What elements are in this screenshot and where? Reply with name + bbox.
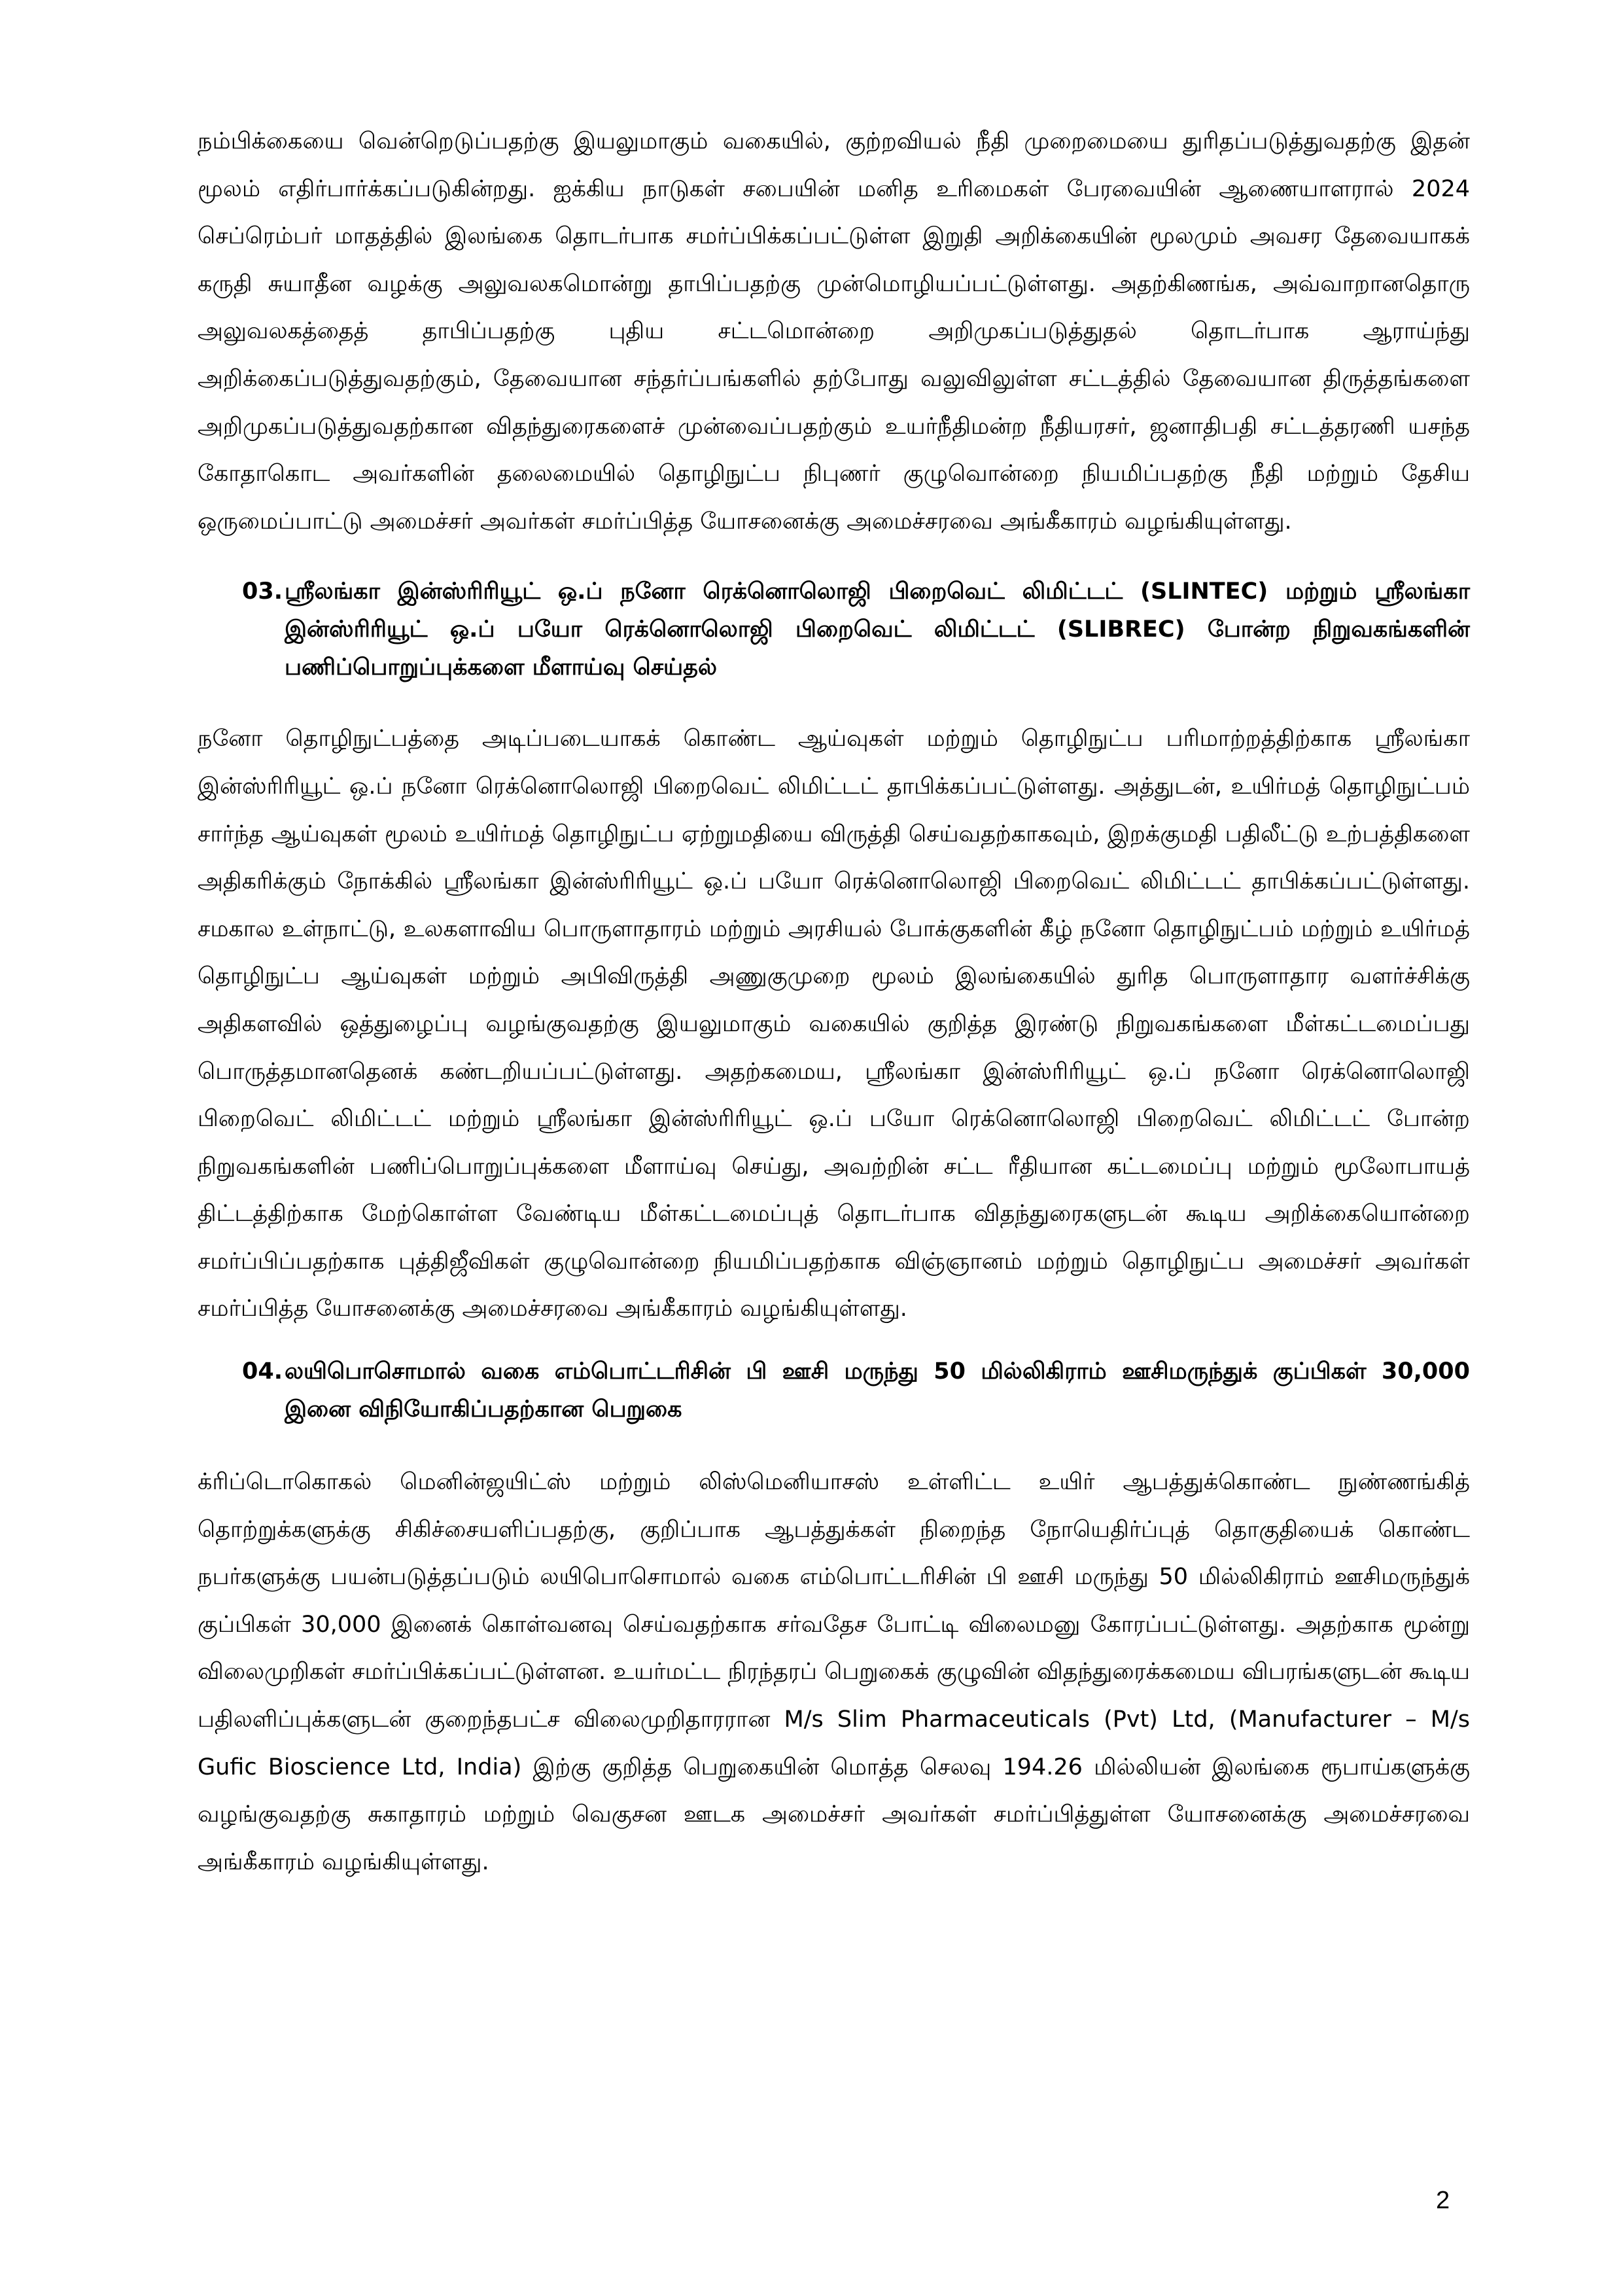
section-4-number: 04.: [242, 1358, 283, 1385]
section-3-heading: [198, 573, 1470, 686]
section-3-body: நனோ தொழிநுட்பத்தை அடிப்படையாகக் கொண்ட ஆய்வுகள் மற்றும் தொழிநுட்ப பரிமாற்றத்திற்காக ஸ்ரீலங்கா இன்ஸ்ரிரியூட் ஒ.ப் நனோ ரெக்னொலொஜி பிறைவெட் லிமிட்டட் தாபிக்கப்பட்டுள்ளது. அத்துடன், உயிர்மத் தொழிநுட்பம் சார்ந்த ஆய்வுகள் மூலம் உயிர்மத் தொழிநுட்ப ஏற்றுமதியை விருத்தி செய்வதற்காகவும், இறக்குமதி பதிலீட்டு உற்பத்திகளை அதிகரிக்கும் நோக்கில் ஸ்ரீலங்கா இன்ஸ்ரிரியூட் ஒ.ப் பயோ ரெக்னொலொஜி பிறைவெட் லிமிட்டட் தாபிக்கப்பட்டுள்ளது. சமகால உள்நாட்டு, உலகளாவிய பொருளாதாரம் மற்றும் அரசியல் போக்குகளின் கீழ் நனோ தொழிநுட்பம் மற்றும் உயிர்மத் தொழிநுட்ப ஆய்வுகள் மற்றும் அபிவிருத்தி அணுகுமுறை மூலம் இலங்கையில் துரித பொருளாதார வளர்ச்சிக்கு அதிகளவில் ஒத்துழைப்பு வழங்குவதற்கு இயலுமாகும் வகையில் குறித்த இரண்டு நிறுவகங்களை மீள்கட்டமைப்பது பொருத்தமானதெனக் கண்டறியப்பட்டுள்ளது. அதற்கமைய, ஸ்ரீலங்கா இன்ஸ்ரிரியூட் ஒ.ப் நனோ ரெக்னொலொஜி பிறைவெட் லிமிட்டட் மற்றும் ஸ்ரீலங்கா இன்ஸ்ரிரியூட் ஒ.ப் பயோ ரெக்னொலொஜி பிறைவெட் லிமிட்டட் போன்ற நிறுவகங்களின் பணிப்பொறுப்புக்களை மீளாய்வு செய்து, அவற்றின் சட்ட ரீதியான கட்டமைப்பு மற்றும் மூலோபாயத் திட்டத்திற்காக மேற்கொள்ள வேண்டிய மீள்கட்டமைப்புத் தொடர்பாக விதந்துரைகளுடன் கூடிய அறிக்கையொன்றை சமர்ப்பிப்பதற்காக புத்திஜீவிகள் குழுவொன்றை நியமிப்பதற்காக விஞ்ஞானம் மற்றும் தொழிநுட்ப அமைச்சர் அவர்கள் சமர்ப்பித்த யோசனைக்கு அமைச்சரவை அங்கீகாரம் வழங்கியுள்ளது.: [198, 726, 1470, 1322]
section-3-title: ஸ்ரீலங்கா இன்ஸ்ரிரியூட் ஒ.ப் நனோ ரெக்னொலொஜி பிறைவெட் லிமிட்டட் (SLINTEC) மற்றும் ஸ்ரீலங்கா இன்ஸ்ரிரியூட் ஒ.ப் பயோ ரெக்னொலொஜி பிறைவெட் லிமிட்டட் (SLIBREC) போன்ற நிறுவகங்களின் பணிப்பொறுப்புக்களை மீளாய்வு செய்தல்: [285, 578, 1470, 681]
page-number: 2: [1436, 2187, 1450, 2214]
document-body: [198, 118, 1470, 1886]
section-4-title: லயிபொசொமால் வகை எம்பொட்டரிசின் பி ஊசி மருந்து 50 மில்லிகிராம் ஊசிமருந்துக் குப்பிகள் 30,000 இனை விநியோகிப்பதற்கான பெறுகை: [285, 1358, 1470, 1423]
section-4-heading: [198, 1352, 1470, 1428]
section-3-number: 03.: [242, 578, 283, 605]
section-4-body: க்ரிப்டொகொகல் மெனின்ஜயிட்ஸ் மற்றும் லிஸ்மெனியாசஸ் உள்ளிட்ட உயிர் ஆபத்துக்கொண்ட நுண்ணங்கித் தொற்றுக்களுக்கு சிகிச்சையளிப்பதற்கு, குறிப்பாக ஆபத்துக்கள் நிறைந்த நோயெதிர்ப்புத் தொகுதியைக் கொண்ட நபர்களுக்கு பயன்படுத்தப்படும் லயிபொசொமால் வகை எம்பொட்டரிசின் பி ஊசி மருந்து 50 மில்லிகிராம் ஊசிமருந்துக் குப்பிகள் 30,000 இனைக் கொள்வனவு செய்வதற்காக சர்வதேச போட்டி விலைமனு கோரப்பட்டுள்ளது. அதற்காக மூன்று விலைமுறிகள் சமர்ப்பிக்கப்பட்டுள்ளன. உயர்மட்ட நிரந்தரப் பெறுகைக் குழுவின் விதந்துரைக்கமைய விபரங்களுடன் கூடிய பதிலளிப்புக்களுடன் குறைந்தபட்ச விலைமுறிதாரரான M/s Slim Pharmaceuticals (Pvt) Ltd, (Manufacturer – M/s Gufic Bioscience Ltd, India) இற்கு குறித்த பெறுகையின் மொத்த செலவு 194.26 மில்லியன் இலங்கை ரூபாய்களுக்கு வழங்குவதற்கு சுகாதாரம் மற்றும் வெகுசன ஊடக அமைச்சர் அவர்கள் சமர்ப்பித்துள்ள யோசனைக்கு அமைச்சரவை அங்கீகாரம் வழங்கியுள்ளது.: [198, 1469, 1470, 1875]
paragraph-continued: நம்பிக்கையை வென்றெடுப்பதற்கு இயலுமாகும் வகையில், குற்றவியல் நீதி முறைமையை துரிதப்படுத்துவதற்கு இதன் மூலம் எதிர்பார்க்கப்படுகின்றது. ஐக்கிய நாடுகள் சபையின் மனித உரிமைகள் பேரவையின் ஆணையாளரால் 2024 செப்ரெம்பர் மாதத்தில் இலங்கை தொடர்பாக சமர்ப்பிக்கப்பட்டுள்ள இறுதி அறிக்கையின் மூலமும் அவசர தேவையாகக் கருதி சுயாதீன வழக்கு அலுவலகமொன்று தாபிப்பதற்கு முன்மொழியப்பட்டுள்ளது. அதற்கிணங்க, அவ்வாறானதொரு அலுவலகத்தைத் தாபிப்பதற்கு புதிய சட்டமொன்றை அறிமுகப்படுத்துதல் தொடர்பாக ஆராய்ந்து அறிக்கைப்படுத்துவதற்கும், தேவையான சந்தர்ப்பங்களில் தற்போது வலுவிலுள்ள சட்டத்தில் தேவையான திருத்தங்களை அறிமுகப்படுத்துவதற்கான விதந்துரைகளைச் முன்வைப்பதற்கும் உயர்நீதிமன்ற நீதியரசர், ஜனாதிபதி சட்டத்தரணி யசந்த கோதாகொட அவர்களின் தலைமையில் தொழிநுட்ப நிபுணர் குழுவொன்றை நியமிப்பதற்கு நீதி மற்றும் தேசிய ஒருமைப்பாட்டு அமைச்சர் அவர்கள் சமர்ப்பித்த யோசனைக்கு அமைச்சரவை அங்கீகாரம் வழங்கியுள்ளது.: [198, 128, 1470, 535]
